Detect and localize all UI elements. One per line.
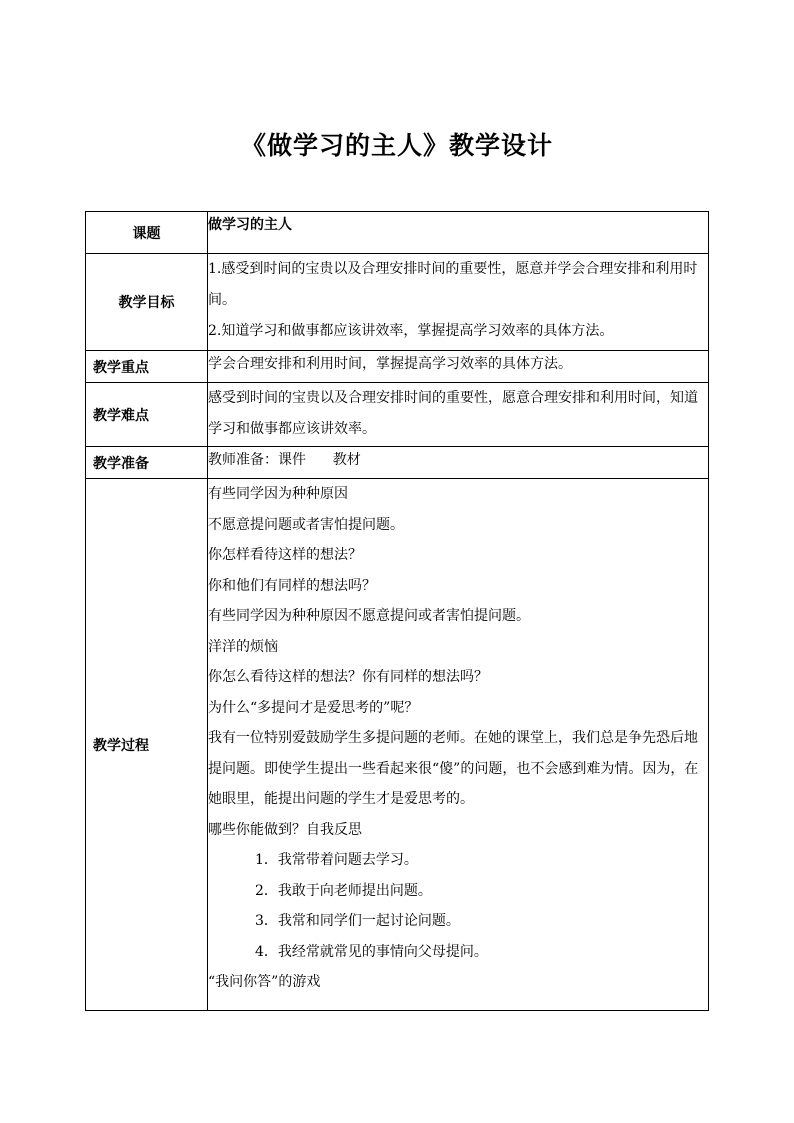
process-line: 不愿意提问题或者害怕提问题。 (208, 516, 404, 533)
process-line: 你怎样看待这样的想法？ (208, 547, 362, 563)
topic-cell (208, 212, 709, 254)
process-line: 有些同学因为种种原因 (208, 486, 348, 502)
process-line: 有些同学因为种种原因不愿意提问或者害怕提问题。 (208, 608, 530, 624)
key-points-cell (208, 351, 709, 383)
table-row-process (86, 479, 709, 1011)
topic-label: 课题 (86, 212, 208, 254)
process-label: 教学过程 (86, 479, 208, 1011)
table-row-topic (86, 212, 709, 254)
table-row-goals (86, 254, 709, 351)
reflection-item: 4．我经常就常见的事情向父母提问。 (255, 943, 488, 960)
difficulties-cell (208, 383, 709, 447)
reflection-item: 1．我常带着问题去学习。 (255, 852, 418, 868)
table-row-preparation (86, 447, 709, 479)
goal-item: 2.知道学习和做事都应该讲效率，掌握提高学习效率的具体方法。 (208, 323, 614, 339)
process-line: “我问你答”的游戏 (208, 974, 321, 990)
process-line: 你怎么看待这样的想法？你有同样的想法吗？ (208, 669, 488, 685)
difficulties-label: 教学难点 (86, 383, 208, 447)
preparation-cell (208, 447, 709, 479)
goals-cell (208, 254, 709, 351)
difficulties-value: 感受到时间的宝贵以及合理安排时间的重要性，愿意合理安排和利用时间，知道学习和做事都应该讲效率。 (208, 390, 698, 437)
key-points-value: 学会合理安排和利用时间，掌握提高学习效率的具体方法。 (208, 356, 572, 372)
goal-item: 1.感受到时间的宝贵以及合理安排时间的重要性，愿意并学会合理安排和利用时间。 (208, 261, 698, 308)
table-row-key-points (86, 351, 709, 383)
process-line: 哪些你能做到？自我反思 (208, 821, 362, 838)
preparation-value: 教师准备：课件 教材 (208, 452, 361, 468)
process-cell (208, 479, 709, 1011)
topic-value: 做学习的主人 (208, 217, 292, 233)
process-line: 你和他们有同样的想法吗？ (208, 577, 376, 594)
table-row-difficulties (86, 383, 709, 447)
process-line: 为什么“多提问才是爱思考的”呢？ (208, 699, 419, 716)
page-title: 《做学习的主人》教学设计 (240, 131, 553, 160)
preparation-label: 教学准备 (86, 447, 208, 479)
process-paragraph: 我有一位特别爱鼓励学生多提问题的老师。在她的课堂上，我们总是争先恐后地提问题。即使学生提出一些看起来很“傻”的问题，也不会感到难为情。因为，在她眼里，能提出问题的学生才是爱思考的。 (208, 730, 699, 807)
reflection-item: 2．我敢于向老师提出问题。 (255, 882, 432, 899)
process-line: 洋洋的烦恼 (208, 638, 278, 655)
lesson-plan-table (85, 211, 709, 1011)
goals-label: 教学目标 (86, 254, 208, 351)
key-points-label: 教学重点 (86, 351, 208, 383)
reflection-item: 3．我常和同学们一起讨论问题。 (255, 913, 460, 929)
